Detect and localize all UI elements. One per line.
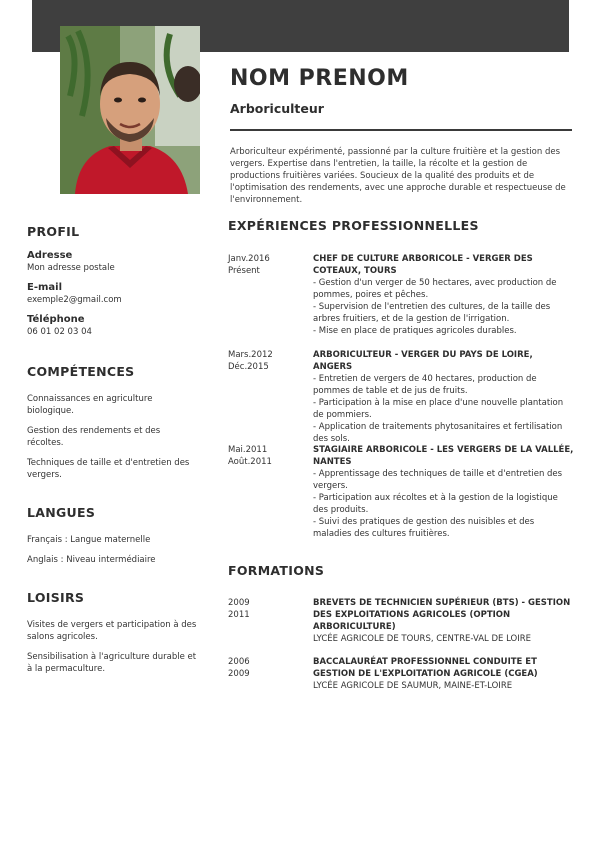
experience-start: Mars.2012 bbox=[228, 350, 273, 360]
formation-start: 2009 bbox=[228, 598, 250, 608]
experience-bullet: - Suivi des pratiques de gestion des nuisibles et des maladies des cultures fruitières. bbox=[313, 517, 535, 539]
langue-item: Français : Langue maternelle bbox=[27, 535, 151, 545]
competence-item: Gestion des rendements et des récoltes. bbox=[27, 426, 161, 448]
address-block bbox=[27, 250, 197, 273]
formation-body bbox=[313, 597, 574, 645]
formations-title: FORMATIONS bbox=[228, 563, 325, 578]
formation-title: BACCALAURÉAT PROFESSIONNEL CONDUITE ET GESTION DE L'EXPLOITATION AGRICOLE (CGEA) bbox=[313, 657, 538, 679]
formation-dates bbox=[228, 656, 308, 680]
experience-dates bbox=[228, 349, 308, 373]
experience-title: ARBORICULTEUR - VERGER DU PAYS DE LOIRE, ANGERS bbox=[313, 350, 533, 372]
experience-bullet: - Application de traitements phytosanitaires et fertilisation des sols. bbox=[313, 422, 563, 444]
profile-summary: Arboriculteur expérimenté, passionné par la culture fruitière et la gestion des vergers. Expertise dans l'entretien, la taille, la récolte et la gestion de productions fruitières variées. Soucieux de la qualité des produits et de l'optimisation des rendements, avec une approche durable et respectueuse de l'environnement. bbox=[230, 147, 566, 205]
address-label: Adresse bbox=[27, 250, 73, 261]
email-value: exemple2@gmail.com bbox=[27, 295, 122, 305]
loisir-item: Sensibilisation à l'agriculture durable et à la permaculture. bbox=[27, 652, 197, 674]
profil-title: PROFIL bbox=[27, 224, 80, 239]
formation-end: 2011 bbox=[228, 610, 250, 620]
phone-label: Téléphone bbox=[27, 314, 85, 325]
experience-end: Présent bbox=[228, 266, 260, 276]
formation-school: LYCÉE AGRICOLE DE TOURS, CENTRE-VAL DE LOIRE bbox=[313, 634, 531, 644]
phone-value: 06 01 02 03 04 bbox=[27, 327, 92, 337]
experience-bullet: - Gestion d'un verger de 50 hectares, avec production de pommes, poires et pêches. bbox=[313, 278, 557, 300]
competence-item: Techniques de taille et d'entretien des vergers. bbox=[27, 458, 190, 480]
address-value: Mon adresse postale bbox=[27, 263, 115, 273]
experience-bullet: - Participation à la mise en place d'une nouvelle plantation de pommiers. bbox=[313, 398, 564, 420]
competences-title: COMPÉTENCES bbox=[27, 364, 135, 379]
experience-end: Août.2011 bbox=[228, 457, 272, 467]
experience-bullet: - Entretien de vergers de 40 hectares, production de pommes de table et de jus de fruits. bbox=[313, 374, 537, 396]
experience-start: Mai.2011 bbox=[228, 445, 268, 455]
profile-photo bbox=[60, 26, 200, 194]
left-column bbox=[27, 224, 197, 675]
experience-start: Janv.2016 bbox=[228, 254, 270, 264]
experience-bullet: - Apprentissage des techniques de taille et d'entretien des vergers. bbox=[313, 469, 563, 491]
experience-title: CHEF DE CULTURE ARBORICOLE - VERGER DES COTEAUX, TOURS bbox=[313, 254, 533, 276]
candidate-name: NOM PRENOM bbox=[230, 66, 409, 91]
formation-school: LYCÉE AGRICOLE DE SAUMUR, MAINE-ET-LOIRE bbox=[313, 681, 513, 691]
experience-body bbox=[313, 253, 574, 337]
formation-end: 2009 bbox=[228, 669, 250, 679]
langues-title: LANGUES bbox=[27, 505, 96, 520]
experience-bullet: - Mise en place de pratiques agricoles durables. bbox=[313, 326, 517, 336]
phone-block bbox=[27, 314, 197, 337]
formation-start: 2006 bbox=[228, 657, 250, 667]
email-label: E-mail bbox=[27, 282, 63, 293]
experience-title: STAGIAIRE ARBORICOLE - LES VERGERS DE LA VALLÉE, NANTES bbox=[313, 445, 574, 467]
email-block bbox=[27, 282, 197, 305]
formation-title: BREVETS DE TECHNICIEN SUPÉRIEUR (BTS) - GESTION DES EXPLOITATIONS AGRICOLES (OPTION ARBORICULTURE) bbox=[313, 598, 571, 632]
formation-body bbox=[313, 656, 574, 692]
experience-dates bbox=[228, 444, 308, 468]
experience-dates bbox=[228, 253, 308, 277]
experience-bullet: - Supervision de l'entretien des cultures, de la taille des arbres fruitiers, et de la gestion de l'irrigation. bbox=[313, 302, 551, 324]
experiences-title: EXPÉRIENCES PROFESSIONNELLES bbox=[228, 218, 479, 233]
loisirs-title: LOISIRS bbox=[27, 590, 85, 605]
experience-end: Déc.2015 bbox=[228, 362, 269, 372]
experience-body bbox=[313, 349, 574, 445]
competence-item: Connaissances en agriculture biologique. bbox=[27, 394, 153, 416]
experience-bullet: - Participation aux récoltes et à la gestion de la logistique des produits. bbox=[313, 493, 558, 515]
experience-body bbox=[313, 444, 574, 540]
langue-item: Anglais : Niveau intermédiaire bbox=[27, 555, 156, 565]
loisir-item: Visites de vergers et participation à des salons agricoles. bbox=[27, 620, 197, 642]
candidate-job-title: Arboriculteur bbox=[230, 101, 324, 116]
formation-dates bbox=[228, 597, 308, 621]
header-divider bbox=[230, 129, 572, 131]
